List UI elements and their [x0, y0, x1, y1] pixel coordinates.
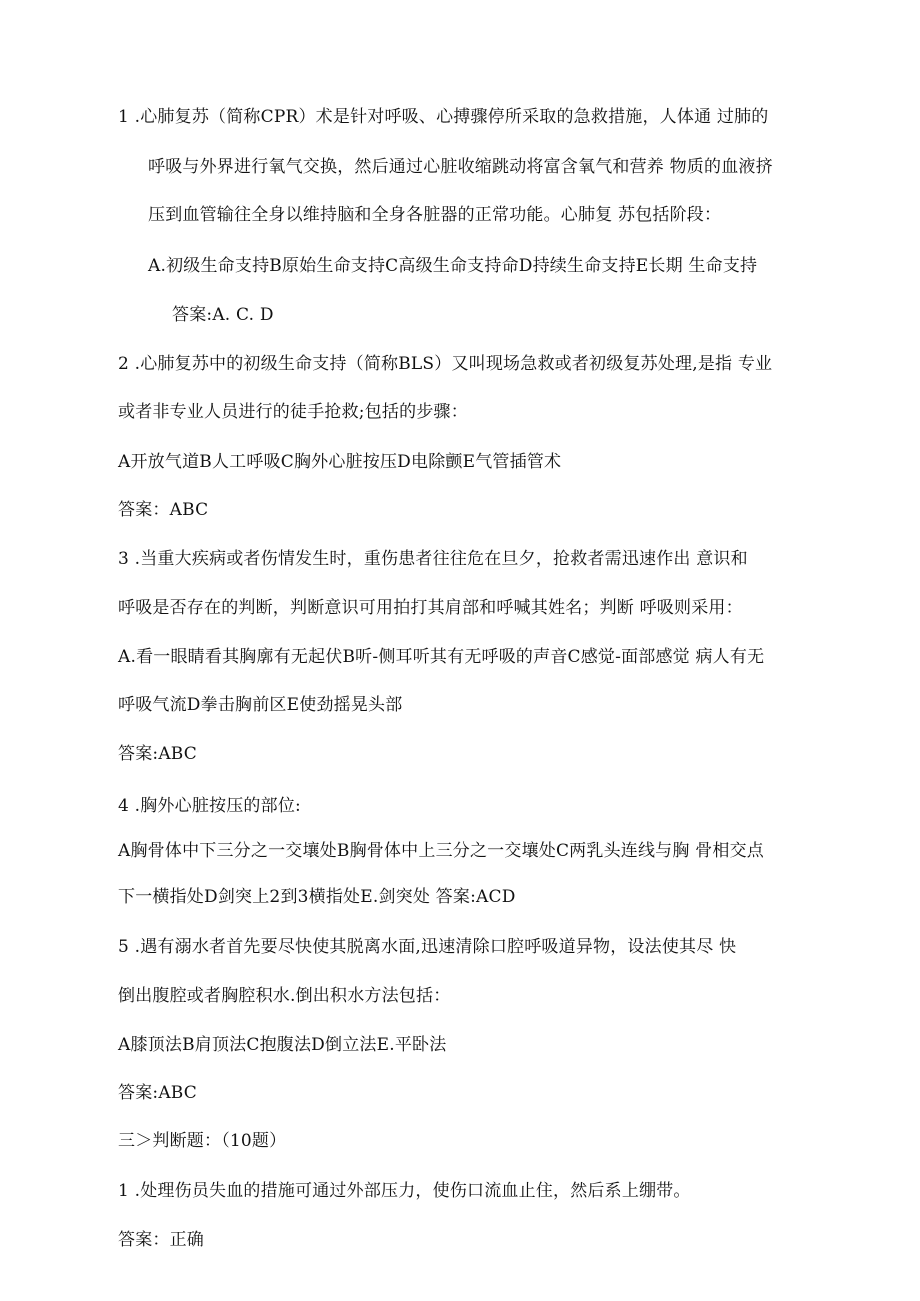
q2-line-2: 或者非专业人员进行的徒手抢救;包括的步骤：	[118, 402, 468, 422]
q2-options: A开放气道B人工呼吸C胸外心脏按压D电除颤E气管插管术	[118, 452, 562, 472]
q4-options-line-2: 下一横指处D剑突上2到3横指处E.剑突处 答案:ACD	[118, 887, 516, 907]
q5-options: A膝顶法B肩顶法C抱腹法D倒立法E.平卧法	[118, 1035, 447, 1055]
q3-options-line-1: A.看一眼睛看其胸廓有无起伏B听-侧耳听其有无呼吸的声音C感觉-面部感觉 病人有无	[118, 647, 765, 667]
q3-answer: 答案:ABC	[118, 744, 198, 764]
tf1-answer: 答案：正确	[118, 1230, 204, 1250]
q3-line-2: 呼吸是否存在的判断，判断意识可用拍打其肩部和呼喊其姓名；判断 呼吸则采用：	[118, 598, 743, 618]
q3-options-line-2: 呼吸气流D拳击胸前区E使劲摇晃头部	[118, 695, 403, 715]
section-heading: 三＞判断题：（10题）	[118, 1131, 287, 1151]
q5-answer: 答案:ABC	[118, 1083, 198, 1103]
q1-line-3: 压到血管输往全身以维持脑和全身各脏器的正常功能。心肺复 苏包括阶段：	[148, 205, 722, 225]
q2-answer: 答案：ABC	[118, 500, 209, 520]
q1-line-2: 呼吸与外界进行氧气交换，然后通过心脏收缩跳动将富含氧气和营养 物质的血液挤	[148, 157, 773, 177]
q2-line-1: 2 .心肺复苏中的初级生命支持（简称BLS）又叫现场急救或者初级复苏处理,是指 专业	[118, 354, 773, 374]
q5-line-1: 5 .遇有溺水者首先要尽快使其脱离水面,迅速清除口腔呼吸道异物，设法使其尽 快	[118, 937, 737, 957]
q3-line-1: 3 .当重大疾病或者伤情发生时，重伤患者往往危在旦夕，抢救者需迅速作出 意识和	[118, 549, 748, 569]
q1-answer: 答案:A. C. D	[172, 305, 274, 325]
q5-line-2: 倒出腹腔或者胸腔积水.倒出积水方法包括：	[118, 986, 451, 1006]
q1-options: A.初级生命支持B原始生命支持C高级生命支持命D持续生命支持E长期 生命支持	[148, 256, 758, 276]
q4-line-1: 4 .胸外心脏按压的部位:	[118, 796, 301, 816]
q4-options-line-1: A胸骨体中下三分之一交壤处B胸骨体中上三分之一交壤处C两乳头连线与胸 骨相交点	[118, 841, 764, 861]
q1-line-1: 1 .心肺复苏（简称CPR）术是针对呼吸、心搏骤停所采取的急救措施，人体通 过肺的	[118, 107, 769, 127]
tf1-question: 1 .处理伤员失血的措施可通过外部压力，使伤口流血止住，然后系上绷带。	[118, 1181, 691, 1201]
